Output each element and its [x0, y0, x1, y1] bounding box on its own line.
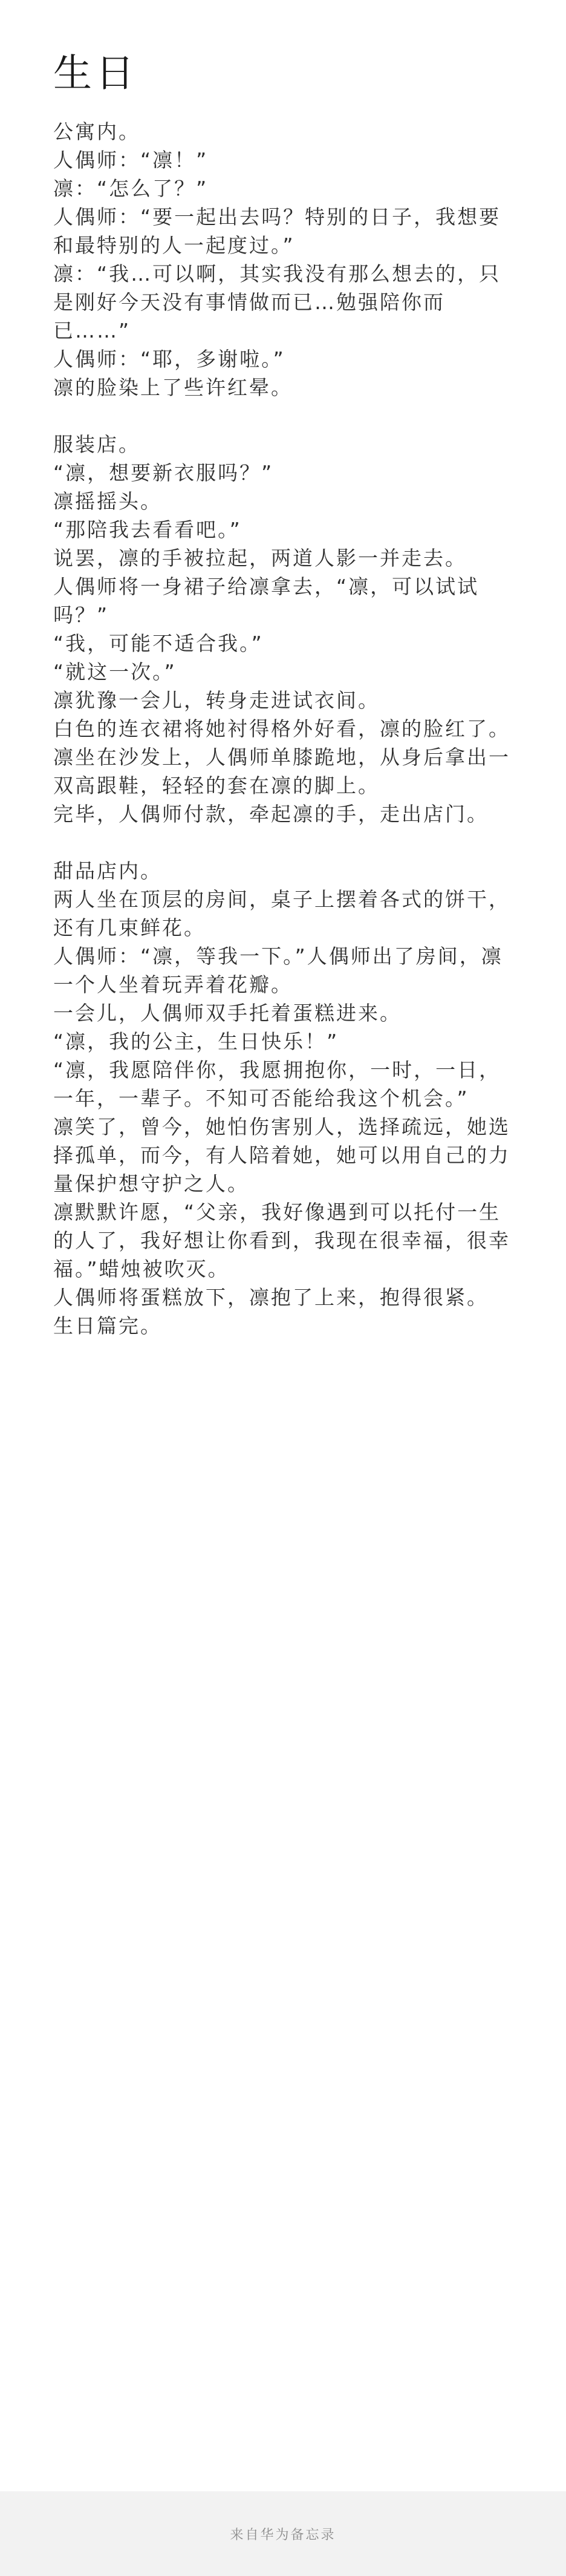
note-paragraph: “凛，我愿陪伴你，我愿拥抱你，一时，一日，一年，一辈子。不知可否能给我这个机会。” — [53, 1058, 501, 1110]
memo-footer — [0, 2491, 566, 2576]
note-body — [53, 117, 513, 1340]
note-paragraph: “凛，想要新衣服吗？” — [53, 461, 274, 485]
note-paragraph: 说罢，凛的手被拉起，两道人影一并走去。 — [53, 546, 467, 570]
note-paragraph: 人偶师将一身裙子给凛拿去，“凛，可以试试吗？” — [53, 575, 480, 627]
note-paragraph: 凛笑了，曾今，她怕伤害别人，选择疏远，她选择孤单，而今，有人陪着她，她可以用自己的力量保护想守护之人。 — [53, 1115, 510, 1195]
note-paragraph: “就这一次。” — [53, 660, 177, 684]
note-paragraph: 凛坐在沙发上，人偶师单膝跪地，从身后拿出一双高跟鞋，轻轻的套在凛的脚上。 — [53, 745, 510, 797]
note-paragraph: 凛默默许愿，“父亲，我好像遇到可以托付一生的人了，我好想让你看到，我现在很幸福，很幸福。”蜡烛被吹灭。 — [53, 1200, 510, 1281]
note-paragraph: 生日篇完。 — [53, 1314, 162, 1338]
note-paragraph: 甜品店内。 — [53, 859, 162, 883]
note-paragraph: 公寓内。 — [53, 120, 140, 143]
note-title: 生日 — [53, 51, 138, 96]
note-paragraph: 两人坐在顶层的房间，桌子上摆着各式的饼干，还有几束鲜花。 — [53, 888, 510, 940]
note-paragraph: 一会儿，人偶师双手托着蛋糕进来。 — [53, 1001, 402, 1025]
note-paragraph: 完毕，人偶师付款，牵起凛的手，走出店门。 — [53, 802, 489, 826]
note-paragraph: 人偶师：“凛，等我一下。”人偶师出了房间，凛一个人坐着玩弄着花瓣。 — [53, 944, 503, 996]
note-paragraph: “那陪我去看看吧。” — [53, 518, 242, 541]
note-paragraph: 人偶师：“凛！” — [53, 148, 209, 172]
note-paragraph: 凛的脸染上了些许红晕。 — [53, 376, 293, 399]
note-paragraph: 人偶师：“要一起出去吗？特别的日子，我想要和最特别的人一起度过。” — [53, 205, 501, 257]
footer-source-text: 来自华为备忘录 — [230, 2527, 336, 2543]
note-paragraph: 凛：“怎么了？” — [53, 177, 209, 200]
note-paragraph: 人偶师将蛋糕放下，凛抱了上来，抱得很紧。 — [53, 1286, 489, 1309]
paragraph-spacer — [53, 402, 513, 430]
note-paragraph: “我，可能不适合我。” — [53, 632, 264, 655]
note-paragraph: 服装店。 — [53, 433, 140, 456]
note-paragraph: 凛：“我…可以啊，其实我没有那么想去的，只是刚好今天没有事情做而已…勉强陪你而已……” — [53, 262, 501, 342]
note-paragraph: 凛摇摇头。 — [53, 489, 162, 513]
note-paragraph: 人偶师：“耶，多谢啦。” — [53, 347, 285, 371]
note-paragraph: 白色的连衣裙将她衬得格外好看，凛的脸红了。 — [53, 717, 510, 740]
paragraph-spacer — [53, 828, 513, 857]
note-paragraph: “凛，我的公主，生日快乐！” — [53, 1030, 339, 1053]
note-paragraph: 凛犹豫一会儿，转身走进试衣间。 — [53, 688, 380, 712]
